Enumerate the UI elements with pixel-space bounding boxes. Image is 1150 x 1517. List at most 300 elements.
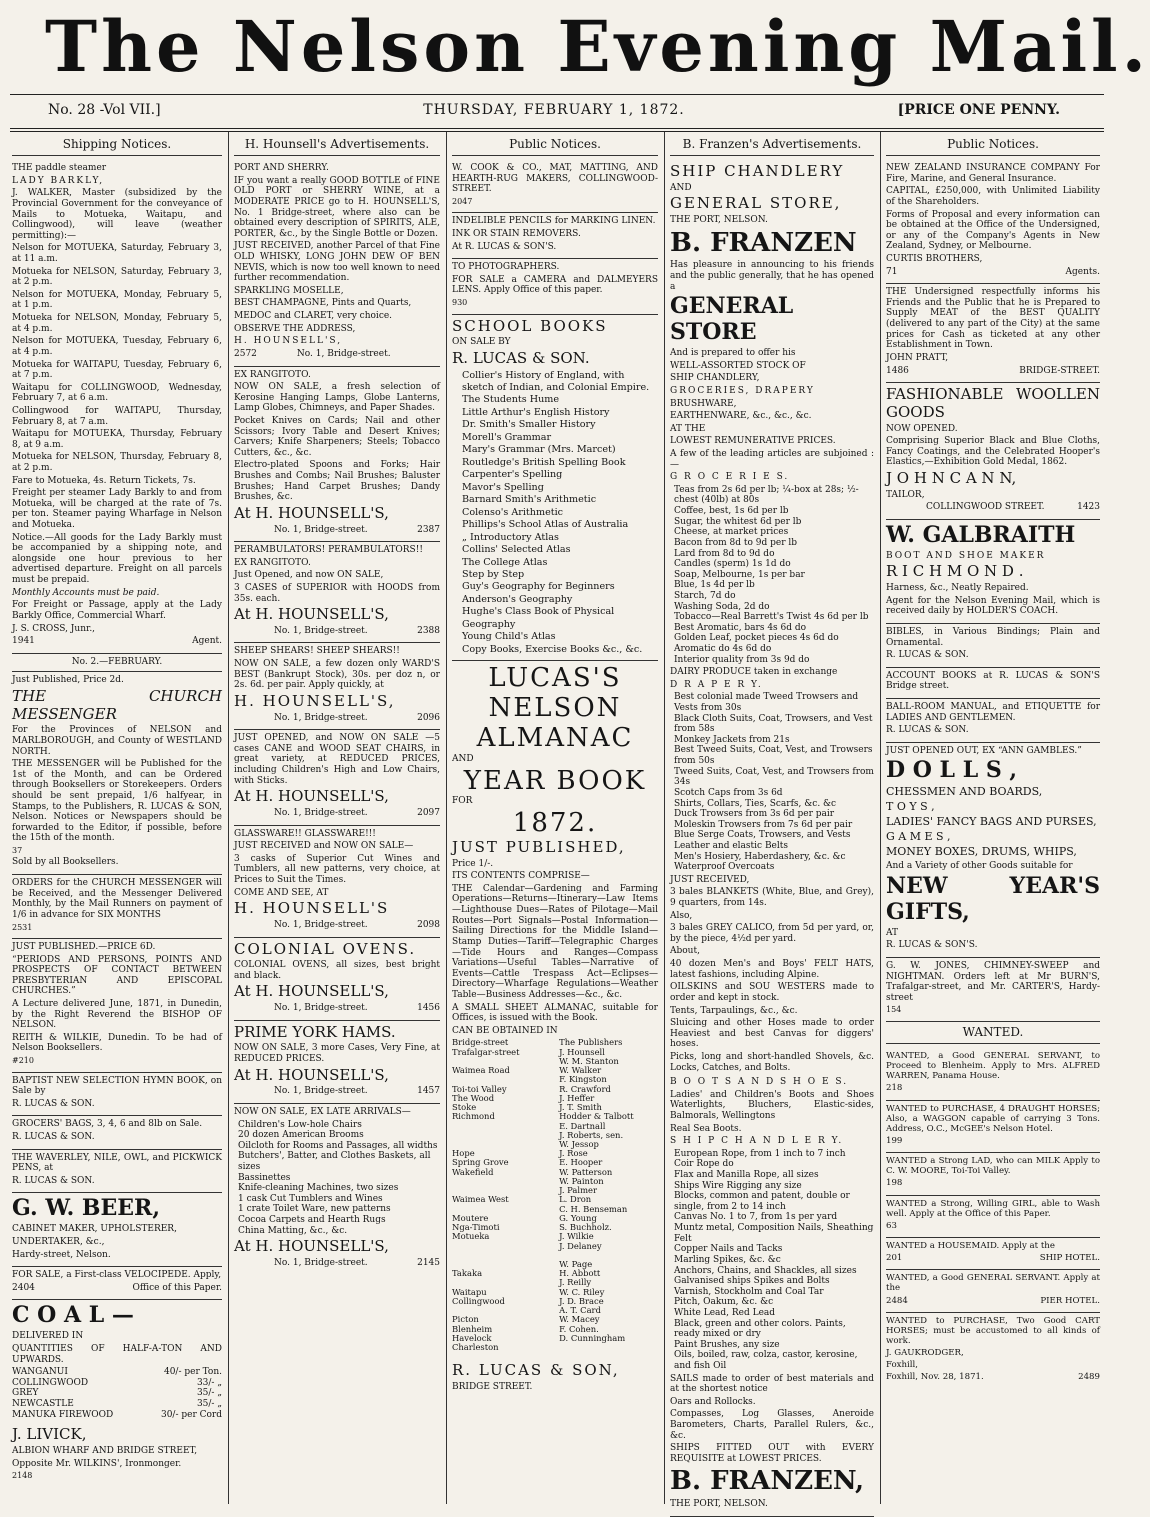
newspaper-title: The Nelson Evening Mail. — [45, 5, 1150, 88]
book-item: Hughe's Class Book of Physical Geography — [462, 606, 615, 630]
ad-text: FOR SALE, a First-class VELOCIPEDE. Apply, — [12, 1270, 222, 1281]
list-item: Children's Low-hole Chairs — [238, 1119, 362, 1130]
stockist-agent: L. Dron — [559, 1194, 592, 1205]
ad-late-arrivals — [234, 1104, 440, 1275]
ad-text: JUST RECEIVED, — [670, 874, 750, 885]
ad-text: Sold by all Booksellers. — [12, 857, 119, 868]
ad-woollen — [886, 383, 1100, 520]
stockist-place: Charleston — [452, 1342, 499, 1353]
stockist-agent: C. H. Benseman — [559, 1203, 628, 1214]
ad-account-books — [886, 668, 1100, 699]
ad-text: Picks, long and short-handled Shovels, &c. Locks, Catches, and Bolts. — [670, 1051, 874, 1073]
sailing-entry: Waitapu for MOTUEKA, Thursday, February 8, at 9 a.m. — [12, 429, 222, 450]
ad-text: WANTED, a Good GENERAL SERVANT. Apply at the — [886, 1273, 1100, 1294]
ad-ref-number: 37 — [12, 846, 23, 856]
ad-title: FASHIONABLE WOOLLEN GOODS — [886, 385, 1100, 421]
ad-title: G. W. BEER, — [12, 1195, 160, 1222]
coal-price-row — [12, 1399, 222, 1410]
stockist-agent: J. Hounsell — [559, 1046, 605, 1057]
ad-wanted — [886, 1313, 1100, 1389]
book-item: Guy's Geography for Beginners — [462, 581, 615, 593]
stockist-agent: S. Buchholz. — [559, 1222, 612, 1233]
ad-text: NOW ON SALE, a few dozen only WARD'S BEST (Bankrupt Stock), 30s. per doz n, or 2s. 6d. per pair. Apply quickly, at — [234, 659, 440, 691]
stockist-agent: D. Cunningham — [559, 1332, 626, 1343]
ad-title: B. FRANZEN, — [670, 1466, 865, 1497]
ad-text: Oars and Rollocks. — [670, 1396, 756, 1407]
ad-text: WANTED to PURCHASE, Two Good CART HORSES; must be accustomed to all kinds of work. — [886, 1315, 1100, 1346]
ad-text: 40 dozen Men's and Boys' FELT HATS, latest fashions, including Alpine. — [670, 959, 874, 980]
masthead-rule — [10, 94, 1104, 95]
stockist-agent: J. Delaney — [559, 1240, 602, 1251]
list-item: Best Aromatic, bars 4s 6d do — [674, 622, 807, 633]
stockist-place: Trafalgar-street — [452, 1046, 520, 1057]
ad-text: NOW ON SALE, a fresh selection of Kerosine Hanging Lamps, Globe Lanterns, Lamp Globes, Chimneys, and Paper Shades. — [234, 382, 440, 414]
ad-ref-number: 1423 — [1077, 502, 1100, 513]
book-item: „ Introductory Atlas — [462, 531, 559, 543]
list-item: Cocoa Carpets and Hearth Rugs — [238, 1215, 386, 1225]
ad-text: No. 1, Bridge-street. — [274, 712, 368, 723]
list-item: 1 crate Toilet Ware, new patterns — [238, 1204, 391, 1215]
ad-text: And a Variety of other Goods suitable for — [886, 861, 1073, 872]
stockist-agent: R. Crawford — [559, 1083, 611, 1094]
stockist-agent: W. C. Riley — [559, 1286, 605, 1297]
ad-text: LADY BARKLY, — [12, 175, 105, 186]
stockist-agent — [559, 1343, 658, 1352]
ad-ref-number: 1457 — [417, 1086, 440, 1097]
ad-text: THE paddle steamer — [12, 163, 107, 174]
ad-text: SPARKLING MOSELLE, — [234, 285, 344, 296]
stockist-place: Collingwood — [452, 1295, 505, 1306]
ad-text: NOW OPENED. — [886, 423, 958, 434]
ad-almanac — [452, 661, 658, 1398]
ad-velocipede — [12, 1267, 222, 1300]
ad-text: LADIES' FANCY BAGS AND PURSES, — [886, 815, 1097, 829]
list-item: Black Cloth Suits, Coat, Trowsers, and Vest from 58s — [674, 713, 873, 735]
ad-title: At H. HOUNSELL'S, — [234, 982, 389, 1001]
ad-text: Tents, Tarpaulings, &c., &c. — [670, 1005, 798, 1016]
ad-text: W. COOK & CO., MAT, MATTING, AND HEARTH-RUG MAKERS, COLLINGWOOD-STREET. — [452, 163, 658, 195]
column-rule — [880, 132, 881, 1504]
ad-ref-number: 199 — [886, 1135, 903, 1146]
ad-text: AT — [886, 927, 899, 938]
ad-chandlery-store — [670, 160, 874, 1517]
ad-text: REITH & WILKIE, Dunedin. To be had of Nelson Booksellers. — [12, 1032, 222, 1054]
ad-ref-number: 2097 — [417, 807, 440, 818]
ad-ref-number: 2531 — [12, 922, 33, 932]
almanac-title: YEAR BOOK — [463, 765, 647, 796]
ad-galbraith — [886, 520, 1100, 624]
list-item: Moleskin Trowsers from 7s 6d per pair — [674, 819, 853, 830]
section-title: S H I P C H A N D L E R Y. — [670, 1136, 844, 1147]
list-item: Paint Brushes, any size — [674, 1339, 780, 1350]
ad-text: MEDOC and CLARET, very choice. — [234, 311, 393, 322]
ad-title: SHIP CHANDLERY — [670, 162, 845, 181]
coal-price: 40/- per Ton. — [163, 1367, 222, 1378]
ad-ref-number: 2388 — [417, 625, 440, 636]
ad-wanted — [886, 1101, 1100, 1154]
coal-type: WANGANUI — [12, 1367, 68, 1378]
ad-text: No. 1, Bridge-street. — [296, 348, 391, 359]
stockist-agent: J. Wilkie — [559, 1231, 594, 1242]
ad-text: J. WALKER, Master (subsidized by the Provincial Government for the conveyance of Mails to Motueka, Waitapu, and Collingwood), will leave (weather permitting):— — [12, 188, 222, 241]
sailing-entry: Motueka for NELSON, Thursday, February 8, at 2 p.m. — [12, 452, 222, 473]
ad-text: AND — [670, 182, 692, 193]
stockist-place: Waitapu — [452, 1286, 487, 1297]
column-rule — [446, 132, 447, 1504]
list-item: Men's Hosiery, Haberdashery, &c. &c — [674, 851, 846, 862]
coal-price-row — [12, 1378, 222, 1389]
stockist-agent: J. Reilly — [559, 1277, 592, 1288]
ad-text: OBSERVE THE ADDRESS, — [234, 323, 356, 334]
sailing-entry: Motueka for NELSON, Monday, February 5, at 4 p.m. — [12, 313, 222, 334]
ad-text: ACCOUNT BOOKS at R. LUCAS & SON'S Bridge street. — [886, 670, 1100, 692]
ad-signature: R. LUCAS & SON'S. — [886, 940, 978, 951]
ad-ref-number: 2047 — [452, 196, 473, 206]
ad-signature: J. S. CROSS, Junr., — [12, 623, 96, 634]
ad-text: EARTHENWARE, &c., &c., &c. — [670, 411, 812, 422]
list-item: Interior quality from 3s 9d do — [674, 654, 810, 665]
book-item: Phillips's School Atlas of Australia — [462, 519, 629, 531]
ad-text: NOW ON SALE, 3 more Cases, Very Fine, at REDUCED PRICES. — [234, 1043, 440, 1064]
ad-text: BIBLES, in Various Bindings; Plain and Ornamental. — [886, 626, 1100, 648]
stockist-agent: W. Jessop — [559, 1138, 599, 1149]
ad-text: For the Provinces of NELSON and MARLBOROUGH, and County of WESTLAND NORTH. — [12, 725, 222, 757]
book-item: Dr. Smith's Smaller History — [462, 419, 596, 431]
ad-title: H. HOUNSELL'S — [234, 899, 390, 918]
ad-text: THE MESSENGER will be Published for the 1st of the Month, and can be Ordered through Booksellers or Storekeepers. Orders should be sent prepaid, 1/6 halfyear, in Stamps, to the Publishers, R. LUCAS & SON, Nelson. Notices or Newspapers should be forwarded to the Editor, if possible, before the 15th of the month. — [12, 759, 222, 844]
list-item: Blue Serge Coats, Trowsers, and Vests — [674, 830, 851, 841]
ad-text: Foxhill, Nov. 28, 1871. — [886, 1372, 984, 1383]
stockist-agent: E. Hooper — [559, 1157, 603, 1168]
ad-text: EX RANGITOTO. — [234, 557, 311, 568]
ad-text: Just Opened, and now ON SALE, — [234, 570, 384, 581]
ad-text: MONEY BOXES, DRUMS, WHIPS, — [886, 845, 1077, 859]
ad-text: DAIRY PRODUCE taken in exchange — [670, 667, 838, 678]
column-hounsell — [234, 134, 440, 1504]
ad-text: BEST CHAMPAGNE, Pints and Quarts, — [234, 298, 412, 309]
ad-text: INDELIBLE PENCILS for MARKING LINEN. — [452, 216, 656, 227]
ad-text: ORDERS for the CHURCH MESSENGER will be Received, and the Messenger Delivered Monthly, by the Mail Runners on payment of 1/6 in advance for SIX MONTHS — [12, 878, 222, 920]
ad-text: Opposite Mr. WILKINS', Ironmonger. — [12, 1458, 182, 1469]
masthead — [0, 0, 1150, 96]
ad-feb: No. 2.—FEBRUARY. — [12, 654, 222, 673]
ad-text: Real Sea Boots. — [670, 1123, 742, 1134]
list-item: Muntz metal, Composition Nails, Sheathing Felt — [674, 1223, 874, 1244]
ad-ref-number: 1456 — [417, 1003, 440, 1014]
stockist-agent: G. Young — [559, 1212, 597, 1223]
coal-price: 30/- per Cord — [160, 1409, 222, 1420]
ad-title: At H. HOUNSELL'S, — [234, 1237, 389, 1256]
ad-text: And is prepared to offer his — [670, 348, 796, 359]
list-item: Aromatic do 4s 6d do — [674, 644, 772, 654]
ad-text: UNDERTAKER, &c., — [12, 1236, 105, 1247]
ad-text: THE WAVERLEY, NILE, OWL, and PICKWICK PENS, at — [12, 1152, 222, 1174]
ad-lamps — [234, 367, 440, 543]
list-item: Scotch Caps from 3s 6d — [674, 787, 783, 798]
ad-text: WELL-ASSORTED STOCK OF — [670, 360, 806, 371]
list-item: Pitch, Oakum, &c. &c — [674, 1297, 774, 1308]
ad-insurance — [886, 160, 1100, 284]
sailing-entry: Motueka for WAITAPU, Tuesday, February 6, at 7 p.m. — [12, 359, 222, 381]
ad-text: ALBION WHARF AND BRIDGE STREET, — [12, 1445, 198, 1456]
stockist-place: Richmond — [452, 1111, 495, 1122]
ad-text: Electro-plated Spoons and Forks; Hair Brushes and Combs; Nail Brushes; Baluster Brushes; Hand Carpet Brushes; Dandy Brushes, &c. — [234, 460, 440, 503]
stockist-place: Waimea West — [452, 1194, 509, 1205]
stockist-place: Wakefield — [452, 1166, 494, 1177]
stockist-agent: E. Dartnall — [559, 1120, 606, 1131]
list-item: European Rope, from 1 inch to 7 inch — [674, 1148, 846, 1159]
ad-text: AND — [452, 753, 474, 764]
list-item: Shirts, Collars, Ties, Scarfs, &c. &c — [674, 798, 837, 809]
column-rule — [228, 132, 229, 1504]
section-heading-wanted: WANTED. — [886, 1022, 1100, 1044]
ad-text: NEW ZEALAND INSURANCE COMPANY For Fire, Marine, and General Insurance. — [886, 163, 1100, 184]
coal-type: GREY — [12, 1388, 39, 1399]
list-item: White Lead, Red Lead — [674, 1307, 776, 1318]
book-item: Little Arthur's English History — [462, 406, 610, 418]
ad-text: WANTED, a Good GENERAL SERVANT, to Proceed to Blenheim. Apply to Mrs. ALFRED WARREN, Panama House. — [886, 1050, 1100, 1082]
list-item: Flax and Manilla Rope, all sizes — [674, 1170, 819, 1181]
ad-text: DELIVERED IN — [12, 1331, 84, 1342]
ad-orders — [12, 875, 222, 939]
ad-title: H. HOUNSELL'S, — [234, 336, 343, 347]
ad-title: R I C H M O N D . — [886, 562, 1024, 581]
ad-text: BAPTIST NEW SELECTION HYMN BOOK, on Sale by — [12, 1075, 222, 1097]
list-item: Blue, 1s 4d per lb — [674, 580, 755, 591]
ad-text: CABINET MAKER, UPHOLSTERER, — [12, 1224, 177, 1235]
list-item: Bacon from 8d to 9d per lb — [674, 537, 798, 548]
stockist-agent: W. Patterson — [559, 1166, 613, 1177]
ad-signature: R. LUCAS & SON. — [886, 650, 969, 661]
stockist-place: Waimea Road — [452, 1065, 510, 1076]
ad-signature: R. LUCAS & SON. — [12, 1131, 95, 1142]
ad-ref-number: 71 — [886, 266, 898, 277]
ad-text: G. W. JONES, CHIMNEY-SWEEP and NIGHTMAN. Orders left at Mr BURN'S, Trafalgar-street, and Mr. CARTER'S, Hardy-street — [886, 960, 1100, 1003]
list-item: Black, green and other colors. Paints, ready mixed or dry — [674, 1318, 846, 1340]
ad-lady-barkly — [12, 160, 222, 654]
ad-text: BRIDGE-STREET. — [1019, 365, 1100, 376]
ad-text: Agents. — [1065, 266, 1100, 277]
list-item: Golden Leaf, pocket pieces 4s 6d do — [674, 633, 839, 644]
ad-title: GENERAL STORE, — [670, 194, 842, 213]
list-item: Oilcloth for Rooms and Passages, all widths — [238, 1140, 438, 1151]
ad-signature: CURTIS BROTHERS, — [886, 254, 983, 265]
stockist-place: Spring Grove — [452, 1157, 509, 1168]
stockists-table — [452, 1038, 658, 1352]
list-item: China Matting, &c., &c. — [238, 1225, 348, 1236]
stockist-place: Motueka — [452, 1231, 490, 1242]
ad-text: COME AND SEE, AT — [234, 887, 329, 898]
list-item: Tobacco—Real Barrett's Twist 4s 6d per lb — [674, 612, 869, 623]
ad-wanted — [886, 1153, 1100, 1195]
ad-ref-number: 154 — [886, 1005, 902, 1015]
ad-text: T O Y S , — [886, 800, 935, 814]
sailing-entry: Nelson for MOTUEKA, Monday, February 5, at 1 p.m. — [12, 289, 222, 311]
stockist-agent: J. Rose — [559, 1148, 588, 1159]
coal-type: MANUKA FIREWOOD — [12, 1409, 114, 1420]
ad-text: COLLINGWOOD STREET. — [926, 502, 1045, 513]
ad-text: Hardy-street, Nelson. — [12, 1249, 111, 1260]
ad-text: Has pleasure in announcing to his friends and the public generally, that he has opened a — [670, 260, 874, 292]
ad-bibles — [886, 624, 1100, 668]
ad-text: G A M E S , — [886, 830, 951, 844]
stockist-agent: J. Palmer — [559, 1185, 597, 1196]
ad-ref-number: #210 — [12, 1056, 34, 1066]
ad-hymn — [12, 1073, 222, 1117]
ad-title: At H. HOUNSELL'S, — [234, 503, 389, 522]
ad-text: Sluicing and other Hoses made to order Heaviest and best Canvas for diggers' hoses. — [670, 1018, 874, 1050]
ad-pencils — [452, 213, 658, 259]
coal-price: 33/- „ — [196, 1377, 222, 1388]
ad-text: JUST OPENED, and NOW ON SALE —5 cases CANE and WOOD SEAT CHAIRS, in great variety, at REDUCED PRICES, including Children's High and Low Chairs, with Sticks. — [234, 733, 440, 786]
ad-text: Monthly Accounts must be paid. — [12, 587, 160, 598]
column-heading: Public Notices. — [886, 134, 1100, 156]
issue-price: [PRICE ONE PENNY. — [897, 102, 1060, 118]
ad-title: J O H N C A N N, — [886, 468, 1017, 487]
almanac-year: 1872. — [512, 808, 598, 839]
list-item: Copper Nails and Tacks — [674, 1244, 783, 1255]
ad-text: Pocket Knives on Cards; Nail and other Scissors; Ivory Table and Desert Knives; Carvers; Knife Sharpeners; Steels; Tobacco Cutters, &c., &c. — [234, 415, 440, 458]
almanac-title: LUCAS'S — [488, 663, 622, 694]
column-heading: Shipping Notices. — [12, 134, 222, 156]
ad-text: Agent. — [192, 636, 222, 647]
ad-text: Comprising Superior Black and Blue Cloths, Fancy Coatings, and the Celebrated Hooper's Elastics,—Exhibition Gold Medal, 1862. — [886, 436, 1100, 468]
ad-sheep-shears — [234, 643, 440, 730]
ad-text: EX RANGITOTO. — [234, 369, 311, 380]
ad-text: WANTED a Strong, Willing GIRL, able to Wash well. Apply at the Office of this Paper. — [886, 1198, 1100, 1219]
ad-text: About, — [670, 946, 700, 957]
book-item: Step by Step — [462, 569, 525, 580]
stockist-place: Hope — [452, 1148, 475, 1159]
ad-ref-number: 930 — [452, 298, 468, 308]
ad-periods — [12, 939, 222, 1073]
list-item: Blocks, common and patent, double or single, from 2 to 14 inch — [674, 1191, 850, 1212]
list-item: Marling Spikes, &c. &c — [674, 1254, 781, 1265]
ad-ref-number: 1941 — [12, 636, 35, 647]
stockist-place: Nga-Timoti — [452, 1222, 500, 1233]
book-item: Colenso's Arithmetic — [462, 506, 564, 518]
ad-text: COLONIAL OVENS, all sizes, best bright and black. — [234, 960, 440, 981]
ad-text: QUANTITIES OF HALF-A-TON AND UPWARDS. — [12, 1343, 222, 1365]
stockist-agent: J. Heffer — [559, 1092, 595, 1103]
ad-cook-mats — [452, 160, 658, 213]
ad-text: BRIDGE STREET. — [452, 1382, 533, 1393]
ad-title: NEW YEAR'S GIFTS, — [886, 872, 1100, 925]
ad-title: R. LUCAS & SON, — [452, 1361, 620, 1380]
ad-text: 3 bales GREY CALICO, from 5d per yard, or, by the piece, 4½d per yard. — [670, 923, 874, 944]
dateline-rule-bottom — [10, 131, 1104, 132]
ad-title: TO PHOTOGRAPHERS. — [452, 262, 560, 273]
ad-signature: J. GAUKRODGER, — [886, 1348, 964, 1359]
ad-signature: R. LUCAS & SON. — [12, 1098, 95, 1109]
ad-text: Agent for the Nelson Evening Mail, which is received daily by HOLDER'S COACH. — [886, 595, 1100, 617]
ad-text: TAILOR, — [886, 489, 925, 500]
stockist-agent: H. Abbott — [559, 1268, 601, 1279]
ad-text: Forms of Proposal and every information can be obtained at the Office of the Undersigned, or any of the Company's Agents in New Zealand, Sydney, or Melbourne. — [886, 209, 1100, 252]
ad-text: JUST OPENED OUT, EX “ANN GAMBLES.” — [886, 745, 1082, 756]
stockist-place — [452, 1131, 551, 1140]
ad-text: Compasses, Log Glasses, Aneroide Barometers, Charts, Parallel Rulers, &c., &c. — [670, 1409, 874, 1441]
stockist-place: Toi-toi Valley — [452, 1083, 507, 1094]
book-item: Morell's Grammar — [462, 431, 552, 443]
stockist-place — [452, 1251, 551, 1260]
stockist-agents — [559, 1038, 658, 1352]
book-item: The College Atlas — [462, 556, 548, 568]
list-item: Coffee, best, 1s 6d per lb — [674, 506, 789, 517]
ad-ref-number: 2096 — [417, 712, 440, 723]
ad-text: No. 1, Bridge-street. — [274, 807, 368, 818]
ad-text: BOOT AND SHOE MAKER — [886, 550, 1046, 561]
ad-text: SHIPS FITTED OUT with EVERY REQUISITE at LOWEST PRICES. — [670, 1443, 874, 1464]
book-item: Collins' Selected Atlas — [462, 544, 571, 556]
ad-title: PRIME YORK HAMS. — [234, 1022, 396, 1041]
ad-text: WANTED a HOUSEMAID. Apply at the — [886, 1240, 1055, 1251]
ad-text: 3 bales BLANKETS (White, Blue, and Grey), 9 quarters, from 14s. — [670, 887, 874, 909]
ad-port-sherry — [234, 160, 440, 366]
ad-ref-number: 2489 — [1078, 1372, 1100, 1383]
ad-text: No. 1, Bridge-street. — [274, 625, 368, 636]
ad-title: H. HOUNSELL'S, — [234, 691, 396, 710]
sailing-entry: Motueka for NELSON, Saturday, February 3, at 2 p.m. — [12, 266, 222, 288]
column-public-notices-lucas — [452, 134, 658, 1504]
ad-signature: JOHN PRATT, — [886, 352, 949, 363]
sailing-entry: Nelson for MOTUEKA, Saturday, February 3, at 11 a.m. — [12, 243, 222, 265]
ad-text: A SMALL SHEET ALMANAC, suitable for Offices, is issued with the Book. — [452, 1002, 658, 1024]
sailing-entry: Nelson for MOTUEKA, Tuesday, February 6, at 4 p.m. — [12, 336, 222, 357]
ad-text: THE PORT, NELSON. — [670, 1499, 768, 1510]
ad-ref-number: 63 — [886, 1220, 897, 1231]
ad-title: PERAMBULATORS! PERAMBULATORS!! — [234, 545, 423, 556]
list-item: Starch, 7d do — [674, 590, 736, 601]
ad-title: J. LIVICK, — [12, 1425, 87, 1444]
ad-wanted — [886, 1196, 1100, 1238]
ad-text: Foxhill, — [886, 1360, 919, 1371]
ad-hams — [234, 1021, 440, 1104]
stockist-agent: W. Page — [559, 1259, 593, 1270]
ad-ref-number: 2387 — [417, 524, 440, 535]
ad-title: At H. HOUNSELL'S, — [234, 1065, 389, 1084]
ad-text: GROCERS' BAGS, 3, 4, 6 and 8lb on Sale. — [12, 1119, 203, 1130]
list-item: Best colonial made Tweed Trowsers and Vests from 30s — [674, 692, 859, 714]
ad-text: THE Undersigned respectfully informs his Friends and the Public that he is Prepared to Supply MEAT of the BEST QUALITY (delivered to any part of the City) at the same prices for Cash as ticketed at any other Establishment in Town. — [886, 287, 1100, 351]
column-public-notices — [886, 134, 1100, 1504]
ad-text: Ladies' and Children's Boots and Shoes Waterlights, Bluchers, Elastic-sides, Balmorals, Wellingtons — [670, 1089, 874, 1121]
stockist-agent: A. T. Card — [559, 1305, 601, 1316]
ad-ref-number: 2145 — [417, 1257, 440, 1268]
coal-type: NEWCASTLE — [12, 1398, 74, 1409]
ad-title: GENERAL STORE — [670, 293, 794, 346]
ad-photographers — [452, 259, 658, 314]
list-item: Monkey Jackets from 21s — [674, 734, 790, 745]
coal-price: 35/- „ — [196, 1398, 222, 1409]
ad-text: JUST PUBLISHED.—PRICE 6D. — [12, 941, 156, 952]
ad-wanted — [886, 1048, 1100, 1101]
ad-text: Office of this Paper. — [132, 1282, 222, 1293]
column-franzen — [670, 134, 874, 1510]
ad-church-messenger — [12, 672, 222, 875]
ad-text: GROCERIES, DRAPERY — [670, 385, 815, 396]
ad-title: THE CHURCH MESSENGER — [12, 686, 222, 723]
ad-text: IF you want a really GOOD BOTTLE of FINE OLD PORT or SHERRY WINE, at a MODERATE PRICE go to H. HOUNSELL'S, No. 1 Bridge-street, where also can be obtained every description of SPIRITS, ALE, PORTER, &c., by the Single Bottle or Dozen. — [234, 175, 440, 239]
list-item: Tweed Suits, Coat, Vest, and Trowsers from 34s — [674, 766, 874, 788]
coal-price-row — [12, 1410, 222, 1421]
ad-text: THE PORT, NELSON. — [670, 215, 768, 226]
ad-text: WANTED a Strong LAD, who can MILK Apply to C. W. MOORE, Toi-Toi Valley. — [886, 1156, 1100, 1177]
ad-text: A few of the leading articles are subjoined :— — [670, 449, 874, 470]
ad-text: 3 CASES of SUPERIOR with HOODS from 35s. each. — [234, 582, 440, 604]
ad-text: At R. LUCAS & SON'S. — [452, 241, 557, 252]
ad-text: INK OR STAIN REMOVERS. — [452, 229, 581, 240]
